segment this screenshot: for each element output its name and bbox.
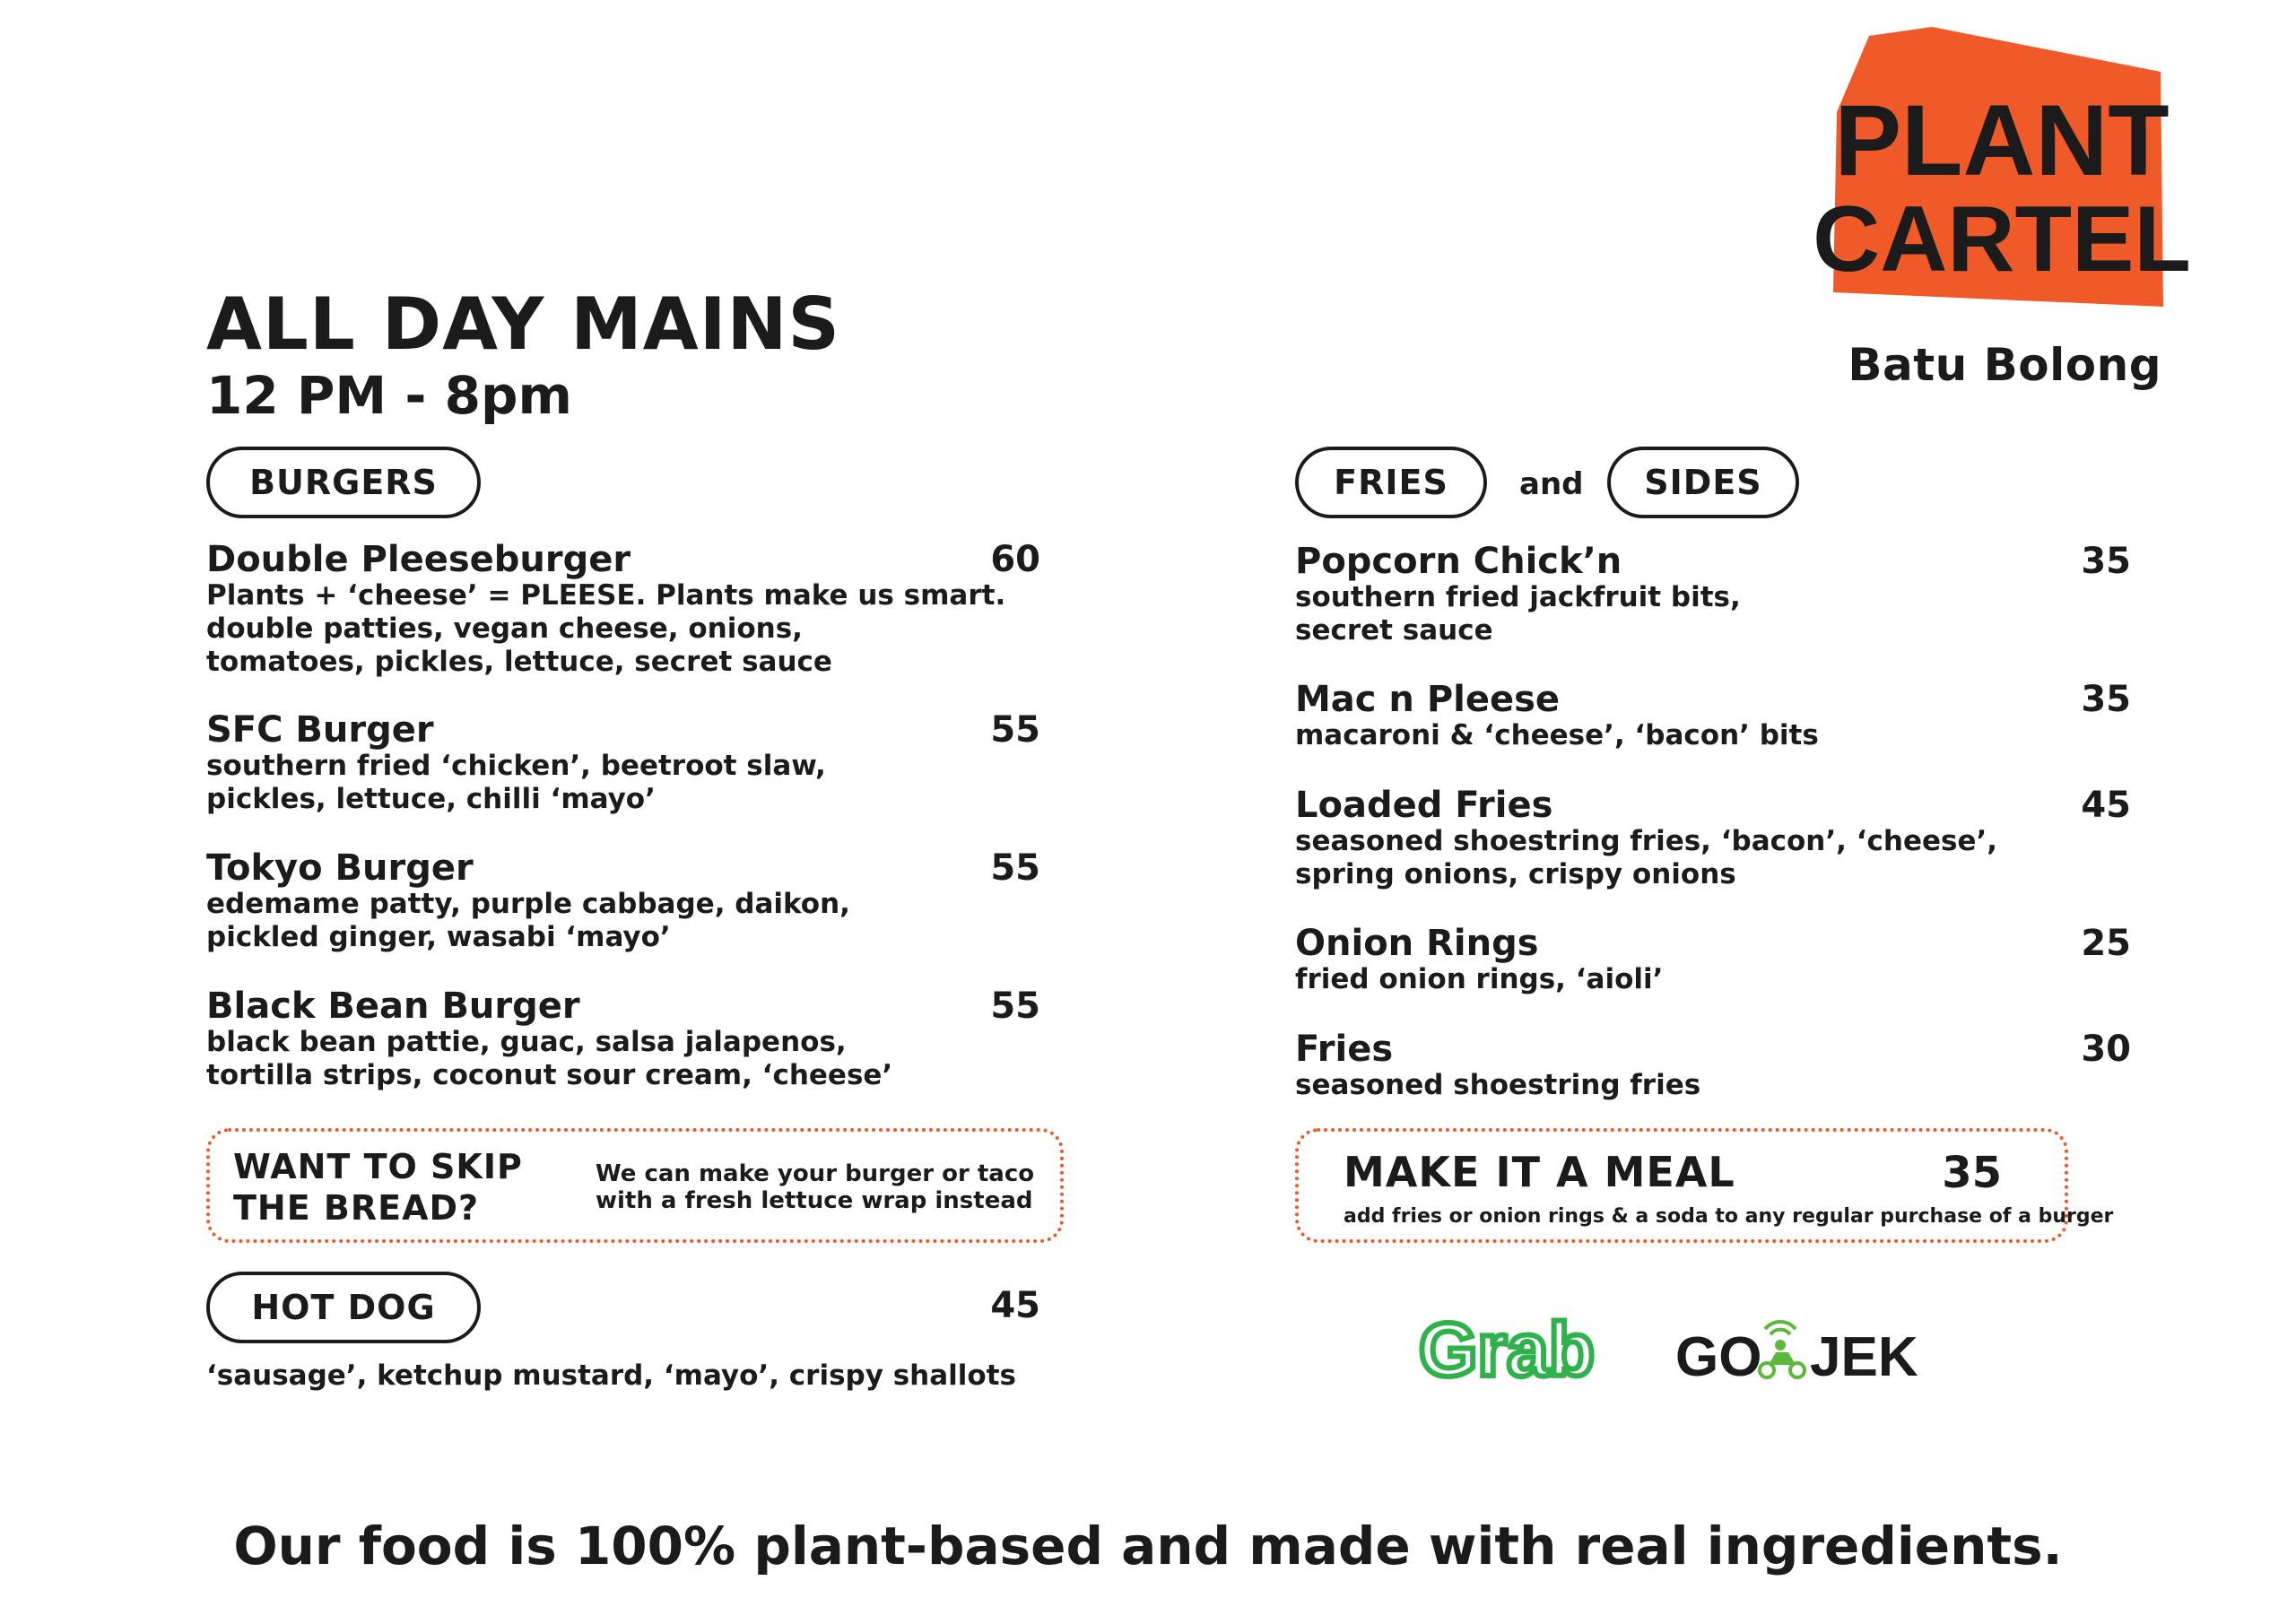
item-desc-line: fried onion rings, ‘aioli’ — [1295, 963, 1664, 995]
item-desc-line: pickles, lettuce, chilli ‘mayo’ — [206, 783, 656, 815]
fries-section-label: FRIES — [1295, 447, 1487, 518]
skip-bread-heading-line2: THE BREAD? — [233, 1188, 480, 1228]
plant-cartel-logo — [1813, 27, 2191, 312]
item-name: SFC Burger — [206, 709, 434, 751]
logo-line2: CARTEL — [1813, 187, 2191, 291]
item-name: Black Bean Burger — [206, 986, 580, 1027]
item-price: 30 — [2081, 1029, 2131, 1070]
item-desc-line: macaroni & ‘cheese’, ‘bacon’ bits — [1295, 719, 1819, 751]
item-desc-line: secret sauce — [1295, 614, 1493, 647]
footer-tagline: Our food is 100% plant-based and made with real ingredients. — [233, 1515, 2063, 1576]
skip-bread-note-line1: We can make your burger or taco — [596, 1160, 1035, 1187]
item-name: Fries — [1295, 1029, 1394, 1070]
item-desc-line: pickled ginger, wasabi ‘mayo’ — [206, 921, 671, 953]
item-name: Tokyo Burger — [206, 847, 474, 889]
item-desc-line: double patties, vegan cheese, onions, — [206, 612, 803, 645]
menu-item — [1295, 1029, 1700, 1102]
location-name: Batu Bolong — [1848, 339, 2161, 391]
menu-item — [1295, 786, 1997, 891]
item-desc-line: black bean pattie, guac, salsa jalapenos, — [206, 1026, 847, 1058]
grab-wordmark: Grab — [1419, 1307, 1596, 1392]
hotdog-price: 45 — [990, 1285, 1040, 1326]
gojek-logo — [1675, 1309, 1918, 1390]
meal-deal-box — [1295, 1128, 2114, 1243]
skip-bread-heading-line1: WANT TO SKIP — [233, 1147, 523, 1186]
sides-section-label: SIDES — [1607, 447, 1799, 518]
item-price: 35 — [2081, 679, 2131, 720]
menu-item — [206, 540, 1005, 679]
burgers-section-label: BURGERS — [206, 447, 481, 518]
item-price: 35 — [2081, 541, 2131, 582]
menu-item — [1295, 542, 1741, 647]
gojek-right-text: JEK — [1810, 1326, 1918, 1388]
item-price: 55 — [990, 847, 1040, 889]
and-word: and — [1519, 466, 1584, 502]
meal-deal-heading: MAKE IT A MEAL — [1344, 1148, 1735, 1196]
menu-item — [1295, 924, 1663, 996]
item-price: 25 — [2081, 923, 2131, 964]
logo-line1: PLANT — [1834, 84, 2170, 196]
meal-deal-price: 35 — [1942, 1148, 2002, 1198]
meal-deal-note: add fries or onion rings & a soda to any regular purchase of a burger — [1344, 1205, 2114, 1228]
item-desc-line: southern fried ‘chicken’, beetroot slaw, — [206, 750, 826, 782]
item-desc-line: tortilla strips, coconut sour cream, ‘cheese’ — [206, 1059, 893, 1091]
item-name: Onion Rings — [1295, 923, 1539, 964]
item-desc-line: Plants + ‘cheese’ = PLEESE. Plants make us smart. — [206, 579, 1006, 612]
gojek-left-text: GO — [1675, 1326, 1762, 1388]
item-price: 55 — [990, 709, 1040, 751]
hotdog-section-label: HOT DOG — [206, 1272, 481, 1343]
skip-bread-box — [206, 1128, 1064, 1243]
item-desc-line: edemame patty, purple cabbage, daikon, — [206, 888, 850, 920]
menu-item — [206, 986, 892, 1092]
item-name: Loaded Fries — [1295, 785, 1553, 826]
item-price: 45 — [2081, 785, 2131, 826]
menu-item — [206, 710, 826, 816]
item-desc-line: southern fried jackfruit bits, — [1295, 581, 1741, 613]
item-price: 55 — [990, 986, 1040, 1027]
skip-bread-note-line2: with a fresh lettuce wrap instead — [596, 1187, 1033, 1214]
item-desc-line: spring onions, crispy onions — [1295, 858, 1736, 890]
item-name: Mac n Pleese — [1295, 679, 1561, 720]
logo-badge — [1813, 27, 2191, 312]
item-desc-line: tomatoes, pickles, lettuce, secret sauce — [206, 646, 832, 678]
item-price: 60 — [990, 539, 1040, 580]
menu-title: ALL DAY MAINS — [206, 282, 841, 366]
menu-hours: 12 PM - 8pm — [206, 365, 572, 426]
menu-item — [206, 848, 850, 954]
item-name: Double Pleeseburger — [206, 539, 631, 580]
grab-logo — [1419, 1307, 1607, 1392]
menu-item — [1295, 680, 1819, 752]
item-name: Popcorn Chick’n — [1295, 541, 1622, 582]
scooter-rider-icon — [1760, 1322, 1805, 1377]
item-desc-line: seasoned shoestring fries, ‘bacon’, ‘cheese’, — [1295, 825, 1998, 857]
item-desc-line: seasoned shoestring fries — [1295, 1069, 1701, 1101]
hotdog-desc: ‘sausage’, ketchup mustard, ‘mayo’, crispy shallots — [206, 1359, 1016, 1392]
